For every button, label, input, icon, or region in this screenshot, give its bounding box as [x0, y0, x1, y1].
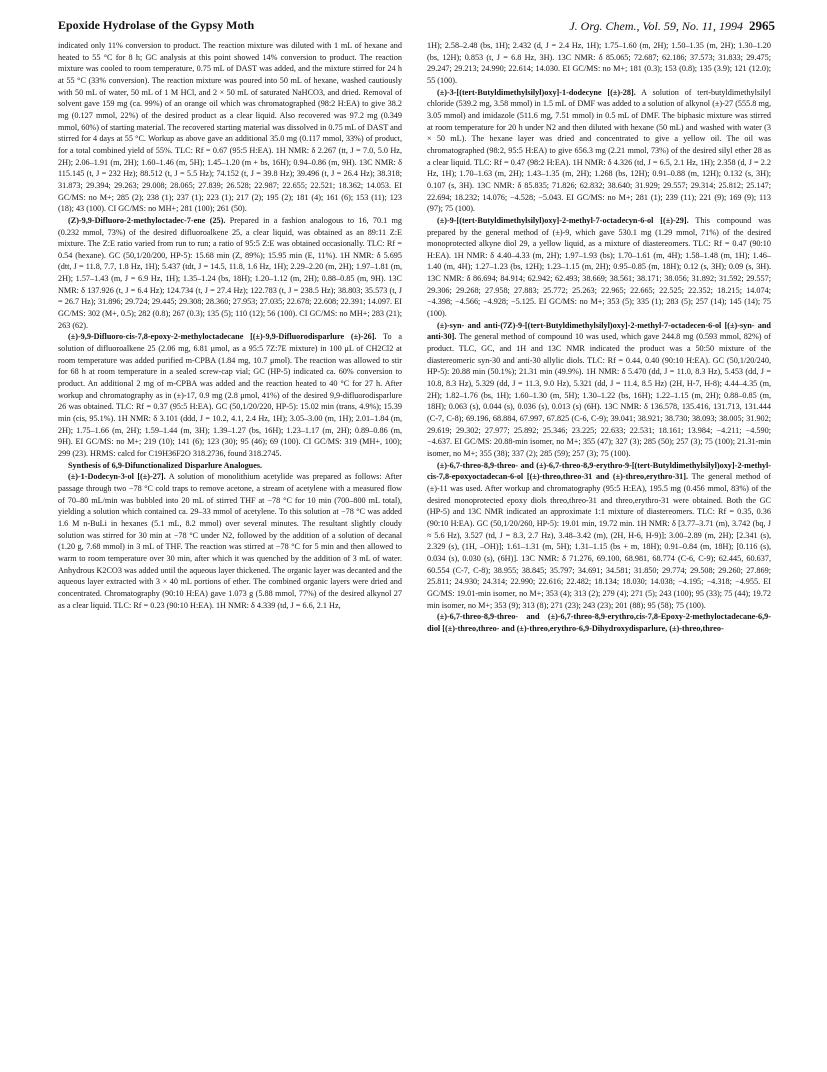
paragraph-text: indicated only 11% conversion to product. The reaction mixture was diluted with 1 mL of hexane and heated to 55 °C for 8 h; GC analysis at this point showed 14% conversion to product. The reaction mixture was cooled to room temperature, 0.75 mL of DAST was added, and the mixture stirred for 24 h at 55 °C (33% conversion). The reaction mixture was poured into 50 mL of hexane, washed cautiously with 50 mL of water, 50 mL of 1 M HCl, and 2 × 50 mL of saturated NaHCO3, and dried. Removal of solvent gave 159 mg (ca. 99%) of an orange oil which was chromatographed (98:2 H:EA) to give 38.2 mg (0.127 mmol, 22%) of the desired product as a clear liquid. Also recovered was 97.2 mg (0.349 mmol, 60%) of starting material. The recovered starting material was dissolved in 0.75 mL of DAST and stirred for 4 days at 55 °C. Workup as above gave an additional 35.0 mg (0.117 mmol, 33%) of product, for a total combined yield of 55%. TLC: Rf = 0.67 (95:5 H:EA). 1H NMR: δ 2.267 (tt, J = 7.0, 5.0 Hz, 2H); 2.06–1.91 (m, 2H); 1.60–1.46 (m, 5H); 1.45–1.20 (m + bs, 16H); 0.94–0.86 (m, 9H). 13C NMR: δ 115.145 (t, J = 232 Hz); 88.512 (t, J = 5.5 Hz); 74.152 (t, J = 39.8 Hz); 39.496 (t, J = 26.4 Hz); 38.318; 31.873; 29.394; 29.263; 29.008; 28.065; 27.839; 26.528; 22.987; 22.655; 22.521; 18.362; 14.053. EI GC/MS: no M+; 285 (2); 238 (1); 237 (1); 223 (1); 217 (2); 195 (2); 181 (4); 161 (6); 153 (11); 123 (18); 43 (100). CI GC/MS: no MH+; 281 (100); 261 (50). — [58, 41, 402, 214]
section-heading: Synthesis of 6,9-Difunctionalized Disparlure Analogues. — [68, 460, 263, 470]
compound-heading: (±)-9,9-Difluoro-cis-7,8-epoxy-2-methyloctadecane [(±)-9,9-Difluorodisparlure (±)-26]. — [68, 332, 377, 342]
paragraph — [427, 215, 771, 320]
paragraph — [58, 215, 402, 332]
paragraph — [427, 320, 771, 460]
paragraph-text: The general method of (±)-11 was used. After workup and chromatography (95:5 H:EA), 195.5 mg (0.456 mmol, 83%) of the desired monoprotected epoxy diols threo,threo-31 and threo,erythro-31 were obtained. Both the GC (HP-5) and 13C NMR indicated an approximate 1:1 mixture of diastereomers. TLC: Rf = 0.35, 0.36 (90:10 H:EA). GC (50,1/20/260, HP-5): 19.01 min, 19.72 min. 1H NMR: δ [3.77–3.71 (m), 3.742 (bq, J ≈ 5.6 Hz), 3.527 (td, J = 8.3, 2.7 Hz), 3.48–3.42 (m), (2H, H-6, H-9)]; 3.00–2.89 (m, 2H); [2.341 (s), 2.329 (s), (1H, –OH)]; 1.61–1.31 (m, 5H); 1.31–1.15 (bs + m, 18H); 0.91–0.84 (m, 18H); [0.116 (s), 0.034 (s), 0.030 (s), (6H)]. 13C NMR: δ 71.276, 69.100, 68.981, 68.774 (C-6, C-9); 62.445, 60.637, 60.554 (C-7, C-8); 38.955; 38.845; 35.797; 34.691; 34.581; 31.850; 29.774; 29.508; 29.260; 27.869; 25.811; 24.930; 24.314; 22.990; 22.616; 22.482; 18.134; 18.030; 14.038; −4.195; −4.318; −4.955. EI GC/MS: 19.01-min isomer, no M+; 353 (4); 313 (2); 279 (4); 271 (5); 243 (100); 95 (33); 75 (44); 19.72 min isomer, no M+; 353 (9); 313 (8); 271 (23); 243 (23); 201 (88); 95 (58); 75 (100). — [427, 472, 771, 610]
paragraph-text: A solution of monolithium acetylide was prepared as follows: After passage through two −78 °C cold traps to remove acetone, a stream of acetylene with a measured flow of 70–80 mL/min was bubbled into 20 mL of stirred THF at −78 °C for 10 min (700–800 mL total), yielding a solution which contained ca. 29–33 mmol of acetylene. To this solution at −78 °C was added 1.6 M n-BuLi in hexanes (5.1 mL, 8.2 mmol) over several minutes. The resultant slightly cloudy solution was stirred for 30 min at −78 °C under N2, followed by the addition of a solution of decanal (1.20 g, 7.68 mmol) in 3 mL of THF. The reaction was stirred at −78 °C for 5 min and then allowed to warm to room temperature over 30 min, after which it was quenched by the addition of 3 mL of water. Anhydrous K2CO3 was added until the aqueous layer thickened. The organic layer was decanted and the aqueous layer extracted with 3 × 40 mL portions of ether. The combined organic layers were dried and concentrated. Chromatography (90:10 H:EA) gave 1.073 g (5.88 mmol, 77%) of the desired alkynol 27 as a clear liquid. TLC: Rf = 0.23 (90:10 H:EA). 1H NMR: δ 4.339 (td, J = 6.6, 2.1 Hz, — [58, 472, 402, 610]
compound-heading: (Z)-9,9-Difluoro-2-methyloctadec-7-ene (25). — [68, 215, 226, 225]
right-column — [427, 40, 771, 1066]
paragraph — [427, 40, 771, 87]
compound-heading: (±)-6,7-threo-8,9-threo- and (±)-6,7-threo-8,9-erythro-9-[(tert-Butyldimethylsilyl)oxy]-2-methyl-cis-7,8-epoxyoctadecan-6-ol [(±)-threo,threo-31 and (±)-threo,erythro-31]. — [427, 460, 771, 482]
journal-reference — [569, 18, 775, 34]
paragraph-text: To a solution of difluoroalkene 25 (2.06 mg, 6.81 μmol, as a 95:5 7Z:7E mixture) in 100 μL of CH2Cl2 at room temperature was added purified m-CPBA (1.84 mg, 10.7 μmol). The reaction was allowed to stir for 68 h at room temperature in a sealed screw-cap vial; GC (HP-5) indicated ca. 60% conversion to product. An additional 2 mg of m-CPBA was added and the reaction heated to 40 °C for 27 h. After workup and chromatography as in (±)-17, 0.9 mg (2.8 μmol, 41%) of the desired 9,9-difluorodisparlure 26 was obtained. TLC: Rf = 0.37 (95:5 H:EA). GC (50,1/20/220, HP-5): 15.02 min (trans, 4.9%); 15.39 min (cis, 95.1%). 1H NMR: δ 3.101 (ddd, J = 10.2, 4.1, 2.4 Hz, 1H); 3.05–3.00 (m, 1H); 2.01–1.84 (m, 2H); 1.75–1.66 (m, 2H); 1.59–1.44 (m, 3H); 1.39–1.27 (bs, 16H); 1.23–1.17 (m, 2H); 0.89–0.86 (m, 9H). EI GC/MS: no M+; 219 (10); 141 (6); 123 (30); 95 (46); 69 (100). CI GC/MS: 319 (MH+, 100); 299 (23). HRMS: calcd for C19H36F2O 318.2736, found 318.2745. — [58, 332, 402, 458]
compound-heading: (±)-syn- and anti-(7Z)-9-[(tert-Butyldimethylsilyl)oxy]-2-methyl-7-octadecen-6-ol [(±)-syn- and anti-30]. — [427, 320, 771, 342]
paragraph-text: 1H); 2.58–2.48 (bs, 1H); 2.432 (d, J = 2.4 Hz, 1H); 1.75–1.60 (m, 2H); 1.50–1.35 (m, 2H); 1.30–1.20 (bs, 12H); 0.853 (t, J = 6.8 Hz, 3H). 13C NMR: δ 85.065; 72.687; 62.186; 37.573; 31.833; 29.475; 29.247; 29.213; 24.990; 22.614; 14.030. EI GC/MS: no M+; 181 (0.3); 153 (0.8); 135 (3.9); 121 (12.0); 55 (100). — [427, 41, 771, 85]
left-column — [58, 40, 402, 1066]
compound-heading: (±)-3-[(tert-Butyldimethylsilyl)oxy]-1-dodecyne [(±)-28]. — [437, 87, 636, 97]
paragraph — [58, 40, 402, 215]
paragraph — [427, 460, 771, 612]
paragraph-text: The general method of compound 10 was used, which gave 244.8 mg (0.593 mmol, 82%) of product. TLC, GC, and 1H and 13C NMR indicated the product was a 50:50 mixture of the diastereomeric syn-30 and anti-30 allylic diols. TLC: Rf = 0.44, 0.40 (90:10 H:EA). GC (50,1/20/240, HP-5): 20.88 min (50.1%); 21.31 min (49.9%). 1H NMR: δ 5.470 (dd, J = 11.0, 8.3 Hz), 5.453 (dd, J = 10.8, 8.3 Hz), 5.329 (dd, J = 11.3, 9.0 Hz), 5.321 (dd, J = 11.4, 8.5 Hz) (2H, H-7, H-8); 4.44–4.35 (m, 2H); 1.82–1.76 (bs, 1H); 1.60–1.30 (m, 5H); 1.30–1.22 (bs, 16H); 1.22–1.15 (m, 2H); 0.88–0.85 (m, 18H); 0.063 (s), 0.044 (s), 0.036 (s), 0.013 (s) (6H). 13C NMR: δ 136.578, 135.416, 131.713, 131.444 (C-7, C-8); 69.196, 68.884, 67.997, 67.825 (C-6, C-9); 39.041; 38.921; 38.730; 38.093; 38.005; 31.902; 29.619; 29.302; 27.977; 25.892; 25.346; 23.225; 22.633; 22.531; 18.161; 13.984; −4.211; −4.590; −4.637. EI GC/MS: 20.88-min isomer, no M+; 355 (47); 327 (3); 285 (50); 257 (3); 75 (100); 21.31-min isomer, no M+; 355 (38); 337 (2); 285 (59); 257 (3); 75 (100). — [427, 332, 771, 458]
paragraph — [58, 331, 402, 459]
paragraph — [427, 611, 771, 634]
section-heading-paragraph — [58, 460, 402, 472]
paragraph-text: Prepared in a fashion analogous to 16, 70.1 mg (0.232 mmol, 73%) of the desired difluoroalkene 25, a clear liquid, was obtained as an 89:11 Z:E mixture. The Z:E ratio varied from run to run; a ratio of 95:5 Z:E was obtained occasionally. TLC: Rf = 0.54 (hexane). GC (50,1/20/200, HP-5): 15.68 min (Z, 89%); 15.95 min (E, 11%). 1H NMR: δ 5.695 (dtt, J = 11.8, 7.7, 1.8 Hz, 1H); 5.437 (tdt, J = 14.5, 11.8, 1.6 Hz, 1H); 2.29–2.20 (m, 2H); 1.97–1.81 (m, 2H); 1.57–1.43 (m, J = 6.9 Hz, 1H); 1.35–1.24 (bs, 18H); 1.20–1.12 (m, 2H); 0.88–0.85 (m, 9H). 13C NMR: δ 137.926 (t, J = 6.4 Hz); 124.734 (t, J = 27.4 Hz); 122.783 (t, J = 238.5 Hz); 38.803; 35.573 (t, J = 26.7 Hz); 31.896; 29.724; 29.445; 29.308; 28.360; 27.953; 27.035; 22.678; 22.608; 22.391; 14.097. EI GC/MS: 302 (M+, 0.5); 282 (0.8); 267 (0.3); 135 (5); 110 (12); 56 (100). CI GC/MS: no MH+; 283 (21); 263 (62). — [58, 215, 402, 330]
journal-name: J. Org. Chem., — [569, 19, 640, 33]
compound-heading: (±)-9-[(tert-Butyldimethylsilyl)oxy]-2-methyl-7-octadecyn-6-ol [(±)-29]. — [437, 215, 689, 225]
paragraph-text: This compound was prepared by the general method of (±)-9, which gave 530.1 mg (1.29 mmol, 71%) of the desired monoprotected alkyne diol 29, a yellow liquid, as a mixture of diastereomers. TLC: Rf = 0.47 (90:10 H:EA). 1H NMR: δ 4.40–4.33 (m, 2H); 1.97–1.93 (bs); 1.70–1.61 (m, 4H); 1.58–1.48 (m, 1H); 1.46–1.40 (m, 4H); 1.27–1.23 (bs, 12H); 1.23–1.15 (m, 2H); 0.95–0.85 (m, 18H); 0.12 (s, 3H); 0.09 (s, 3H). 13C NMR: δ 86.694; 84.914; 62.942; 62.493; 38.669; 38.561; 38.171; 38.056; 31.892; 31.592; 29.557; 29.306; 29.268; 27.958; 27.883; 25.772; 25.263; 22.965; 22.665; 22.525; 22.352; 18.215; 14.074; −4.398; −4.566; −4.928; −5.125. EI GC/MS: no M+; 353 (5); 335 (1); 283 (5); 257 (14); 145 (14); 75 (100). — [427, 215, 771, 319]
volume-label: Vol. 59, No. 11, 1994 — [642, 19, 743, 33]
paragraph — [58, 471, 402, 611]
paragraph — [427, 87, 771, 215]
running-head: Epoxide Hydrolase of the Gypsy Moth — [58, 18, 255, 32]
compound-heading: (±)-6,7-threo-8,9-threo- and (±)-6,7-threo-8,9-erythro,cis-7,8-Epoxy-2-methyloctadecane-6,9-diol [(±)-threo,threo- and (±)-threo,erythro-6,9-Dihydroxydisparlure, (±)-threo,threo- — [427, 612, 771, 633]
compound-heading: (±)-1-Dodecyn-3-ol [(±)-27]. — [68, 472, 166, 482]
page-number: 2965 — [749, 18, 775, 33]
page-header — [58, 18, 775, 36]
paragraph-text: A solution of tert-butyldimethylsilyl chloride (539.2 mg, 3.58 mmol) in 1.5 mL of DMF was added to a solution of alkynol (±)-27 (555.8 mg, 3.05 mmol) and imidazole (511.6 mg, 7.51 mmol) in 0.5 mL of DMF. The biphasic mixture was stirred at room temperature for 20 h under N2 and then diluted with hexane (50 mL) and washed with water (3 × 50 mL). The hexane layer was dried and concentrated to give a yellow oil. The oil was chromatographed (98:2, 95:5 H:EA) to give 656.3 mg (2.21 mmol, 73%) of the desired silyl ether 28 as a clear liquid. TLC: Rf = 0.47 (98:2 H:EA). 1H NMR: δ 4.326 (td, J = 6.5, 2.1 Hz, 1H); 2.358 (d, J = 2.2 Hz, 1H); 1.70–1.63 (m, 2H); 1.43–1.35 (m, 2H); 1.268 (bs, 12H); 0.91–0.88 (m, 12H); 0.132 (s, 3H); 0.107 (s, 3H). 13C NMR: δ 85.835; 71.826; 62.832; 38.640; 31.929; 29.557; 29.314; 25.812; 25.147; 22.694; 18.232; 14.076; −4.528; −5.043. EI GC/MS: no M+; 281 (1); 239 (11); 221 (9); 169 (9); 113 (97); 75 (100). — [427, 87, 771, 214]
